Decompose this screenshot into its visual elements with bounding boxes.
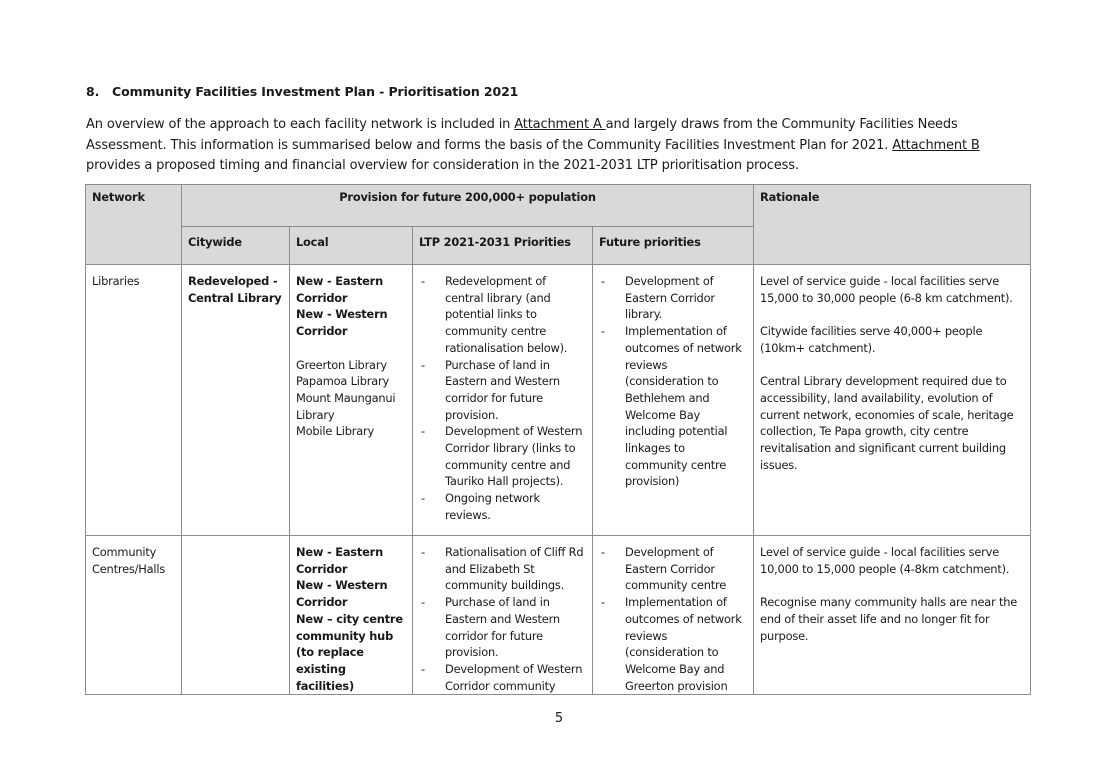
citywide-cell [182, 536, 290, 695]
citywide-cell: Redeveloped - Central Library [182, 265, 290, 536]
local-header: Local [290, 227, 413, 265]
list-item: - Development of Western Corridor community [419, 661, 586, 694]
citywide-header: Citywide [182, 227, 290, 265]
list-item: - Development of Eastern Corridor community centre [599, 544, 747, 594]
page-number: 5 [554, 711, 564, 726]
attachment-a-link[interactable]: Attachment A [514, 117, 606, 132]
rationale-cell [754, 536, 1031, 695]
local-new-item: New – city centre community hub (to replace existing facilities) [296, 611, 403, 693]
rationale-paragraph: Central Library development required due to accessibility, land availability, evolution of current network, economies of scale, heritage collection, Te Papa growth, city centre revitalisation and significant current building issues. [760, 374, 1014, 472]
provision-header: Provision for future 200,000+ population [182, 185, 754, 227]
local-new-item: New - Western Corridor [296, 307, 388, 339]
list-item: - Redevelopment of central library (and potential links to community centre rationalisation below). [419, 273, 586, 357]
local-existing-item: Papamoa Library [296, 374, 390, 389]
local-cell [290, 536, 413, 695]
investment-plan-table [85, 184, 1031, 695]
table-row-community [86, 536, 1031, 695]
intro-text-2: and largely draws from the Community Facilities Needs Assessment. This information is summarised below and forms the basis of the Community Facilities Investment Plan for 2021. [86, 117, 958, 153]
local-existing-item: Greerton Library [296, 357, 387, 372]
rationale-paragraph: Level of service guide - local facilities serve 10,000 to 15,000 people (4-8km catchment). [760, 545, 1010, 576]
list-item: - Implementation of outcomes of network reviews (consideration to Bethlehem and Welcome Bay including potential linkages to community centre provision) [599, 323, 747, 490]
network-cell: Libraries [86, 265, 182, 536]
network-header: Network [86, 185, 182, 265]
rationale-paragraph: Recognise many community halls are near the end of their asset life and no longer fit for purpose. [760, 595, 1018, 643]
section-heading: 8. Community Facilities Investment Plan - Prioritisation 2021 [86, 84, 519, 99]
rationale-header: Rationale [754, 185, 1031, 265]
list-item: - Development of Eastern Corridor library. [599, 273, 747, 323]
list-item: - Purchase of land in Eastern and Western corridor for future provision. [419, 357, 586, 424]
rationale-paragraph: Level of service guide - local facilities serve 15,000 to 30,000 people (6-8 km catchment). [760, 274, 1013, 305]
list-item: - Ongoing network reviews. [419, 490, 586, 523]
local-existing-item: Mobile Library [296, 424, 375, 439]
ltp-priorities-header: LTP 2021-2031 Priorities [413, 227, 593, 265]
ltp-cell [413, 536, 593, 695]
list-item: - Implementation of outcomes of network reviews (consideration to Welcome Bay and Greerton provision [599, 594, 747, 694]
intro-paragraph [86, 115, 1036, 177]
local-existing-item: Mount Maunganui Library [296, 390, 396, 422]
rationale-paragraph: Citywide facilities serve 40,000+ people (10km+ catchment). [760, 324, 983, 355]
future-cell [593, 536, 754, 695]
list-item: - Development of Western Corridor library (links to community centre and Tauriko Hall projects). [419, 423, 586, 490]
attachment-b-link[interactable]: Attachment B [892, 137, 980, 153]
list-item: - Rationalisation of Cliff Rd and Elizabeth St community buildings. [419, 544, 586, 594]
list-item: - Purchase of land in Eastern and Western corridor for future provision. [419, 594, 586, 661]
intro-text-1: An overview of the approach to each facility network is included in [86, 117, 515, 132]
local-cell [290, 265, 413, 536]
intro-text-3: provides a proposed timing and financial overview for consideration in the 2021-2031 LTP prioritisation process. [86, 158, 799, 173]
local-new-item: New - Western Corridor [296, 578, 388, 610]
local-new-item: New - Eastern Corridor [296, 274, 383, 305]
ltp-cell [413, 265, 593, 536]
table-row-libraries [86, 265, 1031, 536]
header-row [86, 185, 1031, 227]
network-cell: Community Centres/Halls [86, 536, 182, 695]
rationale-cell [754, 265, 1031, 536]
local-new-item: New - Eastern Corridor [296, 545, 383, 576]
future-cell [593, 265, 754, 536]
future-priorities-header: Future priorities [593, 227, 754, 265]
